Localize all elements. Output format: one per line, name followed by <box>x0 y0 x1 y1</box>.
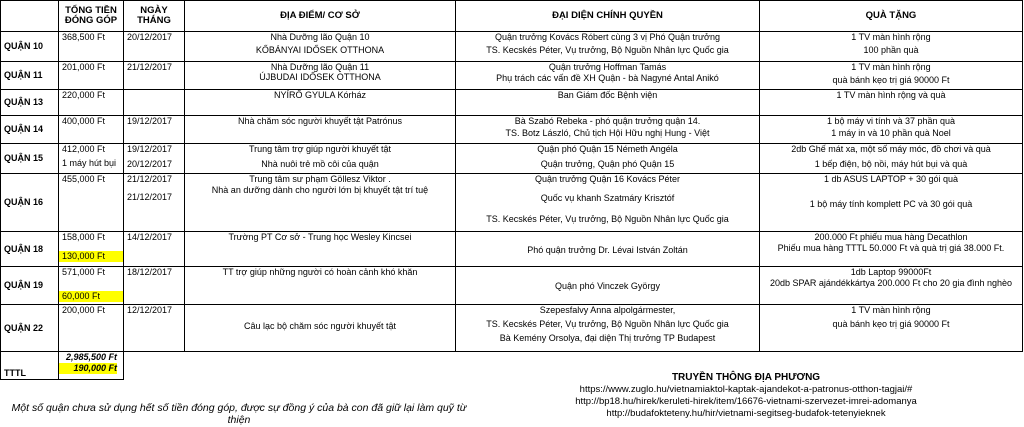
district-cell: QUẬN 13 <box>1 90 59 116</box>
representative-text: Quận trưởng, Quận phó Quận 15 <box>540 159 675 169</box>
media-link[interactable]: http://bp18.hu/hirek/keruleti-hirek/item/16676-vietnami-szervezet-imrei-adomanya <box>575 396 917 407</box>
place-cell <box>185 305 456 352</box>
amount-cell <box>59 305 124 352</box>
district-cell: QUẬN 19 <box>1 267 59 305</box>
gift-cell <box>760 267 1023 305</box>
representative-cell <box>456 116 760 144</box>
place-cell <box>185 62 456 90</box>
amount-text: 400,000 Ft <box>62 116 106 126</box>
date-text: 12/12/2017 <box>127 305 173 315</box>
table-row <box>1 305 1023 352</box>
date-cell <box>124 144 185 174</box>
place-text: Nhà Dưỡng lão Quận 10 <box>270 32 370 42</box>
representative-cell <box>456 144 760 174</box>
amount-cell <box>59 144 124 174</box>
district-cell: QUẬN 16 <box>1 174 59 232</box>
table-row <box>1 144 1023 174</box>
amount-text: 220,000 Ft <box>62 90 106 100</box>
gift-cell <box>760 232 1023 267</box>
gift-text: 1 máy in và 10 phần quà Noel <box>831 128 951 138</box>
representative-text: Phụ trách các vấn đề XH Quận - bà Nagyné Antal Anikó <box>496 73 719 83</box>
district-cell: QUẬN 11 <box>1 62 59 90</box>
representative-text: Quận phó Vinczek György <box>555 281 660 291</box>
amount-cell <box>59 232 124 267</box>
date-text: 20/12/2017 <box>127 32 173 42</box>
district-cell: QUẬN 10 <box>1 32 59 62</box>
gift-text: 1 bếp điện, bộ nồi, máy hút bụi và quà <box>814 159 968 169</box>
header-gift: QUÀ TẶNG <box>760 1 1023 32</box>
header-representative: ĐẠI DIỆN CHÍNH QUYỀN <box>456 1 760 32</box>
place-text: KŐBÁNYAI IDŐSEK OTTHONA <box>255 45 385 55</box>
place-text: Nhà an dưỡng dành cho người lớn bị khuyết tật trí tuệ <box>211 185 429 195</box>
place-text: Nhà chăm sóc người khuyết tật Patrónus <box>237 116 402 126</box>
date-text: 14/12/2017 <box>127 232 173 242</box>
place-text: Trung tâm trợ giúp người khuyết tật <box>248 144 392 154</box>
media-title: TRUYỀN THÔNG ĐỊA PHƯƠNG <box>671 372 821 383</box>
gift-text: 20db SPAR ajándékkártya 200.000 Ft cho 20 gia đình nghèo <box>769 278 1012 288</box>
date-cell <box>124 116 185 144</box>
total-label: TTTL <box>1 352 59 380</box>
date-text: 21/12/2017 <box>127 192 173 202</box>
header-total: TỔNG TIỀN ĐÓNG GÓP <box>59 1 124 32</box>
gift-text: 200.000 Ft phiếu mua hàng Decathlon <box>814 232 968 242</box>
representative-text: TS. Kecskés Péter, Vụ trưởng, Bộ Nguồn Nhân lực Quốc gia <box>486 214 729 224</box>
representative-text: Ban Giám đốc Bệnh viện <box>557 90 658 100</box>
place-cell <box>185 232 456 267</box>
place-text: ÚJBUDAI IDŐSEK OTTHONA <box>259 72 381 82</box>
gift-cell <box>760 116 1023 144</box>
amount-cell <box>59 32 124 62</box>
amount-text: 158,000 Ft <box>62 232 106 242</box>
amount-text: 571,000 Ft <box>62 267 106 277</box>
gift-cell <box>760 62 1023 90</box>
gift-text: 1 TV màn hình rộng <box>851 62 931 72</box>
media-link[interactable]: http://budafokteteny.hu/hir/vietnami-segitseg-budafok-tetenyieknek <box>606 408 886 419</box>
district-cell: QUẬN 15 <box>1 144 59 174</box>
gift-text: 1db Laptop 99000Ft <box>850 267 932 277</box>
place-cell <box>185 116 456 144</box>
table-header-row <box>1 1 1023 32</box>
district-cell: QUẬN 18 <box>1 232 59 267</box>
amount-cell <box>59 62 124 90</box>
header-date: NGÀY THÁNG <box>124 1 185 32</box>
gift-text: 100 phần quà <box>863 45 919 55</box>
table-row <box>1 32 1023 62</box>
amount-text: 455,000 Ft <box>62 174 106 184</box>
local-media-section <box>470 372 1022 420</box>
place-cell <box>185 144 456 174</box>
amount-text: 368,500 Ft <box>62 32 106 42</box>
place-text: Trường PT Cơ sở - Trung học Wesley Kincsei <box>228 232 412 242</box>
header-place: ĐỊA ĐIỂM/ CƠ SỞ <box>185 1 456 32</box>
amount-text: 200,000 Ft <box>62 305 106 315</box>
date-text: 21/12/2017 <box>127 174 173 184</box>
amount-text: 130,000 Ft <box>59 251 123 262</box>
date-cell <box>124 267 185 305</box>
gift-text: Phiếu mua hàng TTTL 50.000 Ft và quà trị giá 38.000 Ft. <box>777 243 1005 253</box>
total-tttl: 190,000 Ft <box>59 363 117 374</box>
table-row <box>1 267 1023 305</box>
gift-text: quà bánh kẹo trị giá 90000 Ft <box>832 319 950 329</box>
media-link[interactable]: https://www.zuglo.hu/vietnamiaktol-kaptak-ajandekot-a-patronus-otthon-tagjai/# <box>579 384 913 395</box>
amount-text: 60,000 Ft <box>59 291 123 302</box>
amount-text: 412,000 Ft <box>62 144 106 154</box>
date-text: 19/12/2017 <box>127 116 173 126</box>
place-cell <box>185 174 456 232</box>
representative-text: Quận phó Quận 15 Németh Angéla <box>537 144 678 154</box>
gift-cell <box>760 90 1023 116</box>
representative-text: Bà Kemény Orsolya, đại diện Thị trưởng TP Budapest <box>499 333 716 343</box>
gift-text: 1 TV màn hình rộng <box>851 32 931 42</box>
representative-text: TS. Kecskés Péter, Vụ trưởng, Bộ Nguồn Nhân lực Quốc gia <box>486 45 729 55</box>
gift-text: 2db Ghế mát xa, một số máy móc, đồ chơi và quà <box>791 144 991 154</box>
table-row <box>1 62 1023 90</box>
district-cell: QUẬN 14 <box>1 116 59 144</box>
place-text: Câu lạc bộ chăm sóc người khuyết tật <box>243 321 396 331</box>
amount-cell <box>59 174 124 232</box>
date-cell <box>124 62 185 90</box>
representative-cell <box>456 174 760 232</box>
header-district <box>1 1 59 32</box>
representative-cell <box>456 232 760 267</box>
representative-text: Quận trưởng Hoffman Tamás <box>548 62 667 72</box>
gift-text: 1 db ASUS LAPTOP + 30 gói quà <box>823 174 958 184</box>
gift-text: 1 bộ máy vi tính và 37 phần quà <box>826 116 956 126</box>
representative-cell <box>456 267 760 305</box>
amount-cell <box>59 267 124 305</box>
table-row <box>1 90 1023 116</box>
gift-text: quà bánh kẹo trị giá 90000 Ft <box>832 75 950 85</box>
representative-text: Quốc vụ khanh Szatmáry Krisztóf <box>540 193 675 203</box>
date-cell <box>124 305 185 352</box>
amount-text: 201,000 Ft <box>62 62 106 72</box>
date-cell <box>124 90 185 116</box>
district-cell: QUẬN 22 <box>1 305 59 352</box>
place-text: Trung tâm sư phạm Göllesz Viktor . <box>249 174 391 184</box>
date-text: 18/12/2017 <box>127 267 173 277</box>
representative-cell <box>456 32 760 62</box>
place-cell <box>185 32 456 62</box>
gift-text: 1 TV màn hình rộng và quà <box>836 90 946 100</box>
place-text: TT trợ giúp những người có hoàn cảnh khó khăn <box>222 267 418 277</box>
representative-cell <box>456 305 760 352</box>
gift-cell <box>760 32 1023 62</box>
amount-cell <box>59 90 124 116</box>
amount-cell <box>59 116 124 144</box>
table-row <box>1 232 1023 267</box>
gift-text: 1 TV màn hình rộng <box>851 305 931 315</box>
amount-text: 1 máy hút bụi <box>62 158 117 168</box>
table-row <box>1 174 1023 232</box>
place-cell <box>185 90 456 116</box>
place-text: Nhà Dưỡng lão Quận 11 <box>270 62 370 72</box>
date-cell <box>124 32 185 62</box>
total-amount-cell <box>59 352 124 380</box>
gift-text: 1 bộ máy tính komplett PC và 30 gói quà <box>809 199 973 209</box>
representative-cell <box>456 90 760 116</box>
date-text: 19/12/2017 <box>127 144 173 154</box>
place-cell <box>185 267 456 305</box>
footnote: Một số quận chưa sử dụng hết số tiền đóng góp, được sự đồng ý của bà con đã giữ lại làm quỹ từ thiện <box>11 402 467 426</box>
date-cell <box>124 174 185 232</box>
representative-text: TS. Botz László, Chủ tịch Hội Hữu nghị Hung - Việt <box>505 128 710 138</box>
gift-cell <box>760 174 1023 232</box>
gift-cell <box>760 305 1023 352</box>
gift-cell <box>760 144 1023 174</box>
date-cell <box>124 232 185 267</box>
representative-text: Bà Szabó Rebeka - phó quận trưởng quận 14. <box>514 116 701 126</box>
representative-text: Quận trưởng Quận 16 Kovács Péter <box>534 174 680 184</box>
representative-text: Szepesfalvy Anna alpolgármester, <box>539 305 676 315</box>
representative-text: Quận trưởng Kovács Róbert cùng 3 vị Phó Quận trưởng <box>495 32 720 42</box>
date-text: 20/12/2017 <box>127 159 173 169</box>
representative-cell <box>456 62 760 90</box>
table-row <box>1 116 1023 144</box>
representative-text: TS. Kecskés Péter, Vụ trưởng, Bộ Nguồn Nhân lực Quốc gia <box>486 319 729 329</box>
place-text: NYÍRŐ GYULA Kórház <box>273 90 367 100</box>
total-sum: 2,985,500 Ft <box>65 352 117 362</box>
date-text: 21/12/2017 <box>127 62 173 72</box>
place-text: Nhà nuôi trẻ mồ côi của quận <box>261 159 379 169</box>
representative-text: Phó quận trưởng Dr. Lévai István Zoltán <box>527 245 688 255</box>
